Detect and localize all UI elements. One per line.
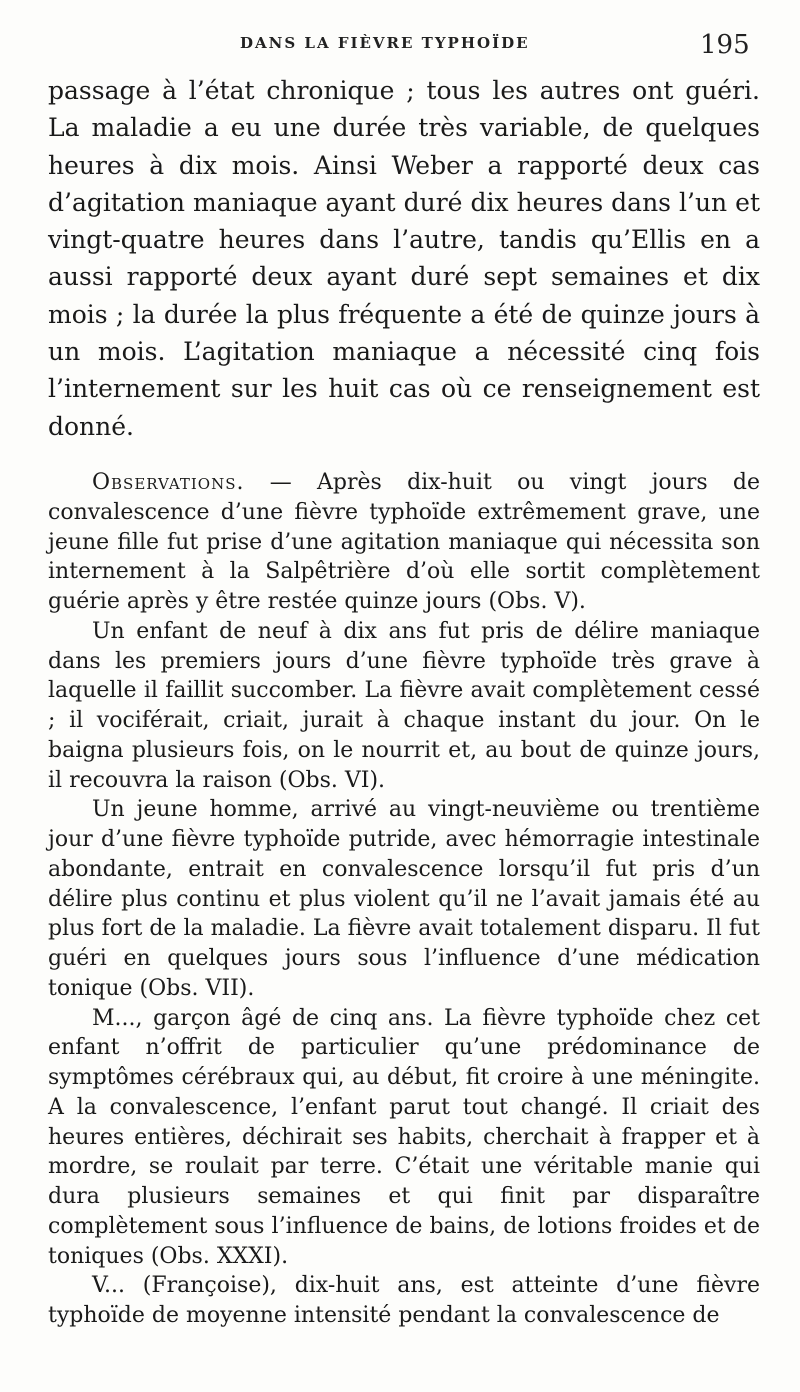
continued-text	[48, 72, 760, 445]
running-title: DANS LA FIÈVRE TYPHOÏDE	[240, 34, 530, 52]
running-head	[0, 30, 800, 68]
observation-paragraph-3: Un jeune homme, arrivé au vingt-neuvième ou trentième jour d’une fièvre typhoïde putride, avec hémorragie intestinale abondante, entrait en convalescence lorsqu’il fut pris d’un délire plus continu et plus violent qu’il ne l’avait jamais été au plus fort de la maladie. La fièvre avait totalement disparu. Il fut guéri en quelques jours sous l’influence d’une médication tonique (Obs. VII).	[48, 797, 760, 1001]
observation-paragraph-5: V... (Françoise), dix-huit ans, est atteinte d’une fièvre typhoïde de moyenne intensité pendant la convalescence de	[48, 1273, 760, 1328]
observations-paragraph-1-text: — Après dix-huit ou vingt jours de convalescence d’une fièvre typhoïde extrêmement grave, une jeune fille fut prise d’une agitation maniaque qui nécessita son internement à la Salpêtrière d’où elle sortit complètement guérie après y être restée quinze jours (Obs. V).	[48, 470, 760, 614]
observations-heading: Observations.	[92, 470, 245, 495]
paragraph-continued: passage à l’état chronique ; tous les autres ont guéri. La maladie a eu une durée très variable, de quelques heures à dix mois. Ainsi Weber a rapporté deux cas d’agitation maniaque ayant duré dix heures dans l’un et vingt-quatre heures dans l’autre, tandis qu’Ellis en a aussi rapporté deux ayant duré sept semaines et dix mois ; la durée la plus fréquente a été de quinze jours à un mois. L’agitation maniaque a nécessité cinq fois l’internement sur les huit cas où ce renseignement est donné.	[48, 76, 760, 441]
page-number: 195	[700, 30, 750, 60]
observation-paragraph-4: M..., garçon âgé de cinq ans. La fièvre typhoïde chez cet enfant n’offrit de particulier qu’une prédominance de symptômes cérébraux qui, au début, fit croire à une méningite. A la convalescence, l’enfant parut tout changé. Il criait des heures entières, déchirait ses habits, cherchait à frapper et à mordre, se roulait par terre. C’était une véritable manie qui dura plusieurs semaines et qui finit par disparaître complètement sous l’influence de bains, de lotions froides et de toniques (Obs. XXXI).	[48, 1005, 760, 1269]
observation-paragraph-2: Un enfant de neuf à dix ans fut pris de délire maniaque dans les premiers jours d’une fièvre typhoïde très grave à laquelle il faillit succomber. La fièvre avait complètement cessé ; il vociférait, criait, jurait à chaque instant du jour. On le baigna plusieurs fois, on le nourrit et, au bout de quinze jours, il recouvra la raison (Obs. VI).	[48, 618, 760, 793]
observations-paragraph-1	[48, 468, 760, 617]
observations-section	[48, 468, 760, 1331]
